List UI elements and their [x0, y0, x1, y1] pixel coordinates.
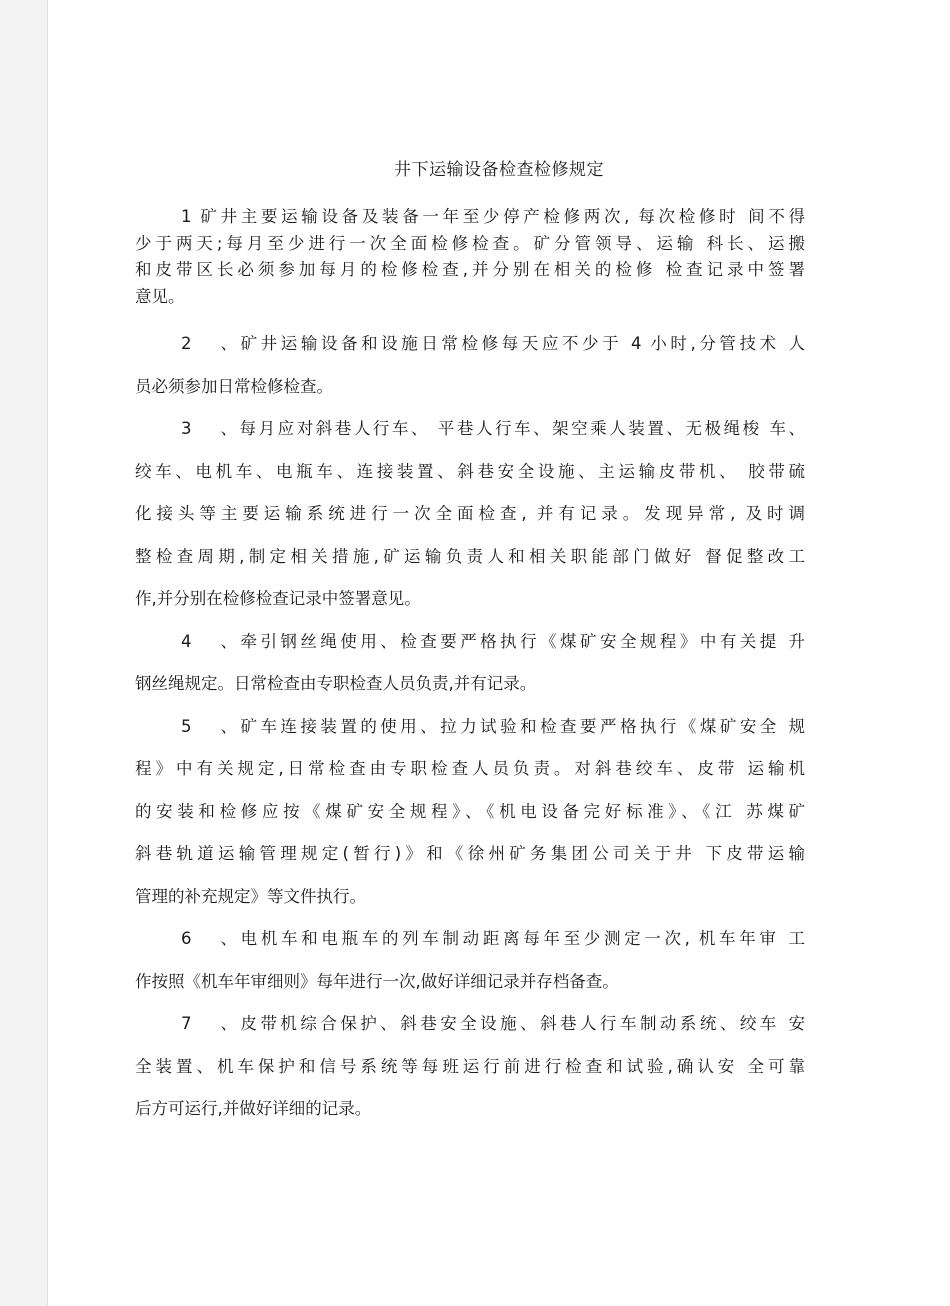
- document-title: 井下运输设备检查检修规定: [394, 160, 604, 180]
- text-segment: 工: [788, 929, 806, 948]
- text-segment: 每次检修时: [638, 207, 740, 226]
- text-segment: 运输机: [747, 759, 806, 778]
- text-line: [135, 578, 805, 621]
- text-segment: 胶带硫: [748, 461, 806, 481]
- text-line: [135, 493, 805, 536]
- text-line: [135, 231, 805, 258]
- item-number: 4、: [181, 631, 237, 651]
- item-number: 6、: [181, 929, 237, 948]
- text-segment: 整检查周期,制定相关措施,矿运输负责人和相关职能部门做好: [135, 546, 696, 566]
- text-segment: 电机车和电瓶车的列车制动距离每年至少测定一次,: [237, 929, 690, 948]
- text-line: [135, 284, 805, 311]
- text-segment: 督促整改工: [705, 546, 806, 566]
- text-segment: 间不得: [748, 207, 806, 226]
- text-segment: 矿车连接装置的使用、拉力试验和检查要严格执行《煤矿安全: [237, 716, 780, 736]
- text-line: [135, 204, 805, 231]
- text-segment: 管理的补充规定》等文件执行。: [135, 886, 366, 906]
- text-segment: 升: [788, 631, 806, 651]
- text-segment: 下皮带运输: [705, 844, 805, 863]
- text-line: [135, 1003, 805, 1046]
- text-line: [135, 1046, 805, 1089]
- text-segment: 斜巷轨道运输管理规定(暂行)》和《徐州矿务集团公司关于井: [135, 844, 696, 863]
- text-line: [135, 408, 805, 451]
- text-line: [135, 621, 805, 664]
- text-segment: 及时调: [745, 504, 806, 523]
- text-segment: 少于两天;每月至少进行一次全面检修检查。矿分管领导、运输: [135, 233, 698, 253]
- text-segment: 检查记录中签署: [665, 260, 806, 279]
- text-segment: 和皮带区长必须参加每月的检修检查,并分别在相关的检修: [135, 260, 657, 279]
- text-segment: 化接头等主要运输系统进行一次全面检查,: [135, 504, 527, 523]
- text-line: [135, 1088, 805, 1131]
- text-line: [135, 833, 805, 876]
- text-line: [135, 366, 805, 409]
- text-line: [135, 663, 805, 706]
- text-segment: 人: [788, 334, 806, 353]
- text-segment: 苏煤矿: [746, 801, 806, 821]
- text-line: [135, 536, 805, 579]
- numbered-items: [135, 323, 805, 1131]
- text-segment: 规: [788, 716, 806, 736]
- text-line: [135, 706, 805, 749]
- text-segment: 作,并分别在检修检查记录中签署意见。: [135, 589, 421, 608]
- item-number: 5、: [181, 716, 237, 736]
- text-segment: 平巷人行车、架空乘人装置、无极绳梭: [437, 419, 762, 438]
- text-segment: 钢丝绳规定。日常检查由专职检查人员负责,并有记录。: [135, 674, 537, 693]
- text-segment: 绞车、电机车、电瓶车、连接装置、斜巷安全设施、主运输皮带机、: [135, 461, 740, 481]
- document-page: [48, 0, 950, 1306]
- text-line: [135, 323, 805, 366]
- text-segment: 的安装和检修应按《煤矿安全规程》、《机电设备完好标准》、《江: [135, 801, 737, 821]
- text-segment: 1 矿井主要运输设备及装备一年至少停产检修两次,: [181, 207, 630, 226]
- text-segment: 全可靠: [747, 1056, 806, 1076]
- text-segment: 矿井运输设备和设施日常检修每天应不少于: [237, 334, 623, 353]
- text-segment: 机车年审: [698, 929, 780, 948]
- item-number: 2、: [181, 334, 237, 353]
- text-segment: 程》中有关规定,日常检查由专职检查人员负责。对斜巷绞车、皮带: [135, 759, 739, 778]
- text-segment: 皮带机综合保护、斜巷安全设施、斜巷人行车制动系统、绞车: [237, 1014, 780, 1033]
- text-line: [135, 918, 805, 961]
- item-number: 3、: [181, 419, 237, 438]
- text-segment: 后方可运行,并做好详细的记录。: [135, 1099, 372, 1118]
- text-segment: 每月应对斜巷人行车、: [237, 419, 431, 438]
- text-segment: 4 小时,分管技术: [631, 334, 780, 353]
- viewer-left-margin: [0, 0, 48, 1306]
- text-segment: 意见。: [135, 286, 185, 306]
- text-segment: 牵引钢丝绳使用、检查要严格执行《煤矿安全规程》中有关提: [237, 631, 780, 651]
- paragraph-1: [135, 204, 805, 310]
- text-segment: 全装置、机车保护和信号系统等每班运行前进行检查和试验,确认安: [135, 1056, 739, 1076]
- item-number: 7、: [181, 1014, 237, 1033]
- text-line: [135, 876, 805, 919]
- text-segment: 员必须参加日常检修检查。: [135, 376, 333, 396]
- text-line: [135, 451, 805, 494]
- text-segment: 车、: [769, 419, 806, 438]
- text-segment: 科长、运搬: [706, 233, 806, 253]
- text-line: [135, 961, 805, 1004]
- text-segment: 作按照《机车年审细则》每年进行一次,做好详细记录并存档备查。: [135, 971, 619, 991]
- text-segment: 安: [788, 1014, 806, 1033]
- text-line: [135, 791, 805, 834]
- text-line: [135, 748, 805, 791]
- text-segment: 并有记录。发现异常,: [536, 504, 736, 523]
- text-line: [135, 257, 805, 284]
